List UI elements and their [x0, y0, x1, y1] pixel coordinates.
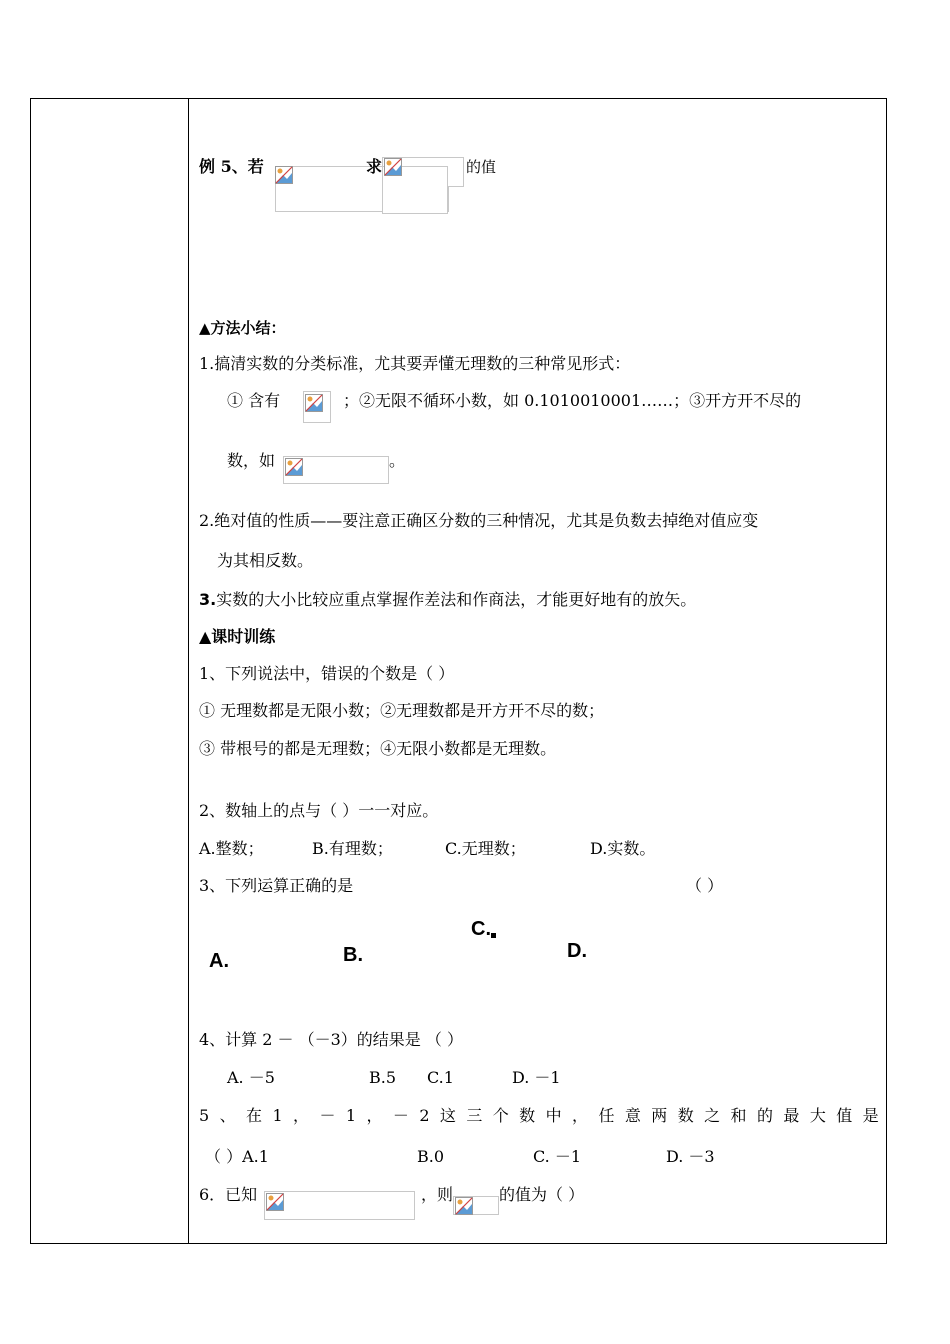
question-5-char: －: [319, 1106, 336, 1125]
question-2-option-d: D.实数。: [590, 839, 656, 858]
question-5-char: 1: [272, 1106, 283, 1125]
question-3-paren: （ ）: [686, 876, 724, 895]
question-5-option-b: B.0: [417, 1147, 445, 1166]
question-4: 4、计算 2 － （－3）的结果是 （ ）: [199, 1030, 463, 1049]
question-3-option-a: A.: [209, 950, 229, 972]
question-6-suffix: 的值为（ ）: [499, 1185, 585, 1204]
question-5-char: ，: [572, 1106, 589, 1125]
question-5-char: 任: [598, 1106, 615, 1125]
question-5-line1: [199, 1106, 879, 1126]
question-5-char: 大: [809, 1106, 826, 1125]
question-5-char: 1: [345, 1106, 357, 1125]
question-2: 2、数轴上的点与（ ）一一对应。: [199, 801, 439, 820]
question-3-option-d: D.: [567, 940, 587, 962]
question-4-option-c: C.1: [427, 1068, 454, 1087]
question-1-line2: ① 无理数都是无限小数；②无理数都是开方开不尽的数；: [199, 701, 605, 720]
summary-item-1: 1.搞清实数的分类标准，尤其要弄懂无理数的三种常见形式：: [199, 354, 631, 373]
question-5-char: 值: [836, 1106, 853, 1125]
example5-mid: 求: [366, 157, 383, 176]
practice-heading: ▲课时训练: [199, 627, 276, 646]
question-4-option-d: D. －1: [512, 1068, 561, 1087]
right-column-content: [199, 0, 889, 1344]
question-5-char: －: [392, 1106, 409, 1125]
question-5-char: 和: [730, 1106, 747, 1125]
question-5-option-c: C. －1: [533, 1147, 582, 1166]
question-4-option-b: B.5: [369, 1068, 397, 1087]
formula-image-placeholder: [264, 1191, 415, 1220]
question-5-char: 这: [439, 1106, 456, 1125]
question-1-line3: ③ 带根号的都是无理数；④无限小数都是无理数。: [199, 739, 557, 758]
summary-item-2-line2: 为其相反数。: [217, 551, 314, 570]
broken-image-icon: [285, 458, 303, 476]
question-1: 1、下列说法中，错误的个数是（ ）: [199, 664, 455, 683]
broken-image-icon: [275, 166, 293, 184]
broken-image-icon: [266, 1193, 284, 1211]
broken-image-icon: [384, 158, 402, 176]
summary-item-3: [199, 590, 696, 610]
question-5-char: 意: [624, 1106, 641, 1125]
question-5-char: 5: [199, 1106, 210, 1125]
question-5-option-d: D. －3: [666, 1147, 715, 1166]
question-5-char: 的: [756, 1106, 773, 1125]
question-5-char: 三: [466, 1106, 483, 1125]
summary-item-1-sub-c: 数，如: [227, 451, 276, 470]
question-5-char: ，: [293, 1106, 310, 1125]
question-6-prefix: 6．已知: [199, 1185, 258, 1204]
method-summary-heading: ▲方法小结：: [199, 319, 286, 337]
question-6-mid: ，则: [421, 1185, 454, 1204]
question-5-char: 是: [862, 1106, 879, 1125]
summary-item-3-number: 3.: [199, 590, 217, 609]
question-5-char: 两: [651, 1106, 668, 1125]
question-5-char: 个: [492, 1106, 509, 1125]
example5-prefix: 例 5、若: [199, 157, 264, 176]
broken-image-icon: [455, 1197, 473, 1215]
summary-item-1-sub-a: ① 含有: [227, 391, 281, 410]
table-column-divider: [188, 98, 189, 1244]
broken-image-icon: [305, 394, 323, 412]
question-3: 3、下列运算正确的是: [199, 876, 354, 895]
small-square-mark: [491, 933, 496, 938]
question-5-char: ，: [366, 1106, 383, 1125]
question-5-char: 、: [219, 1106, 236, 1125]
question-5-char: 数: [677, 1106, 694, 1125]
question-2-option-b: B.有理数；: [312, 839, 393, 858]
question-4-option-a: A. －5: [227, 1068, 275, 1087]
question-2-option-a: A.整数；: [199, 839, 264, 858]
question-5-char: 数: [519, 1106, 536, 1125]
summary-item-3-text: 实数的大小比较应重点掌握作差法和作商法，才能更好地有的放矢。: [216, 590, 697, 609]
example5-suffix: 的值: [466, 158, 497, 176]
question-5-line2: （ ）A.1: [205, 1147, 269, 1166]
question-3-option-b: B.: [343, 944, 363, 966]
summary-item-1-sub-c-end: 。: [389, 451, 406, 470]
question-2-option-c: C.无理数；: [445, 839, 526, 858]
question-5-char: 中: [545, 1106, 562, 1125]
question-5-char: 最: [783, 1106, 800, 1125]
summary-item-1-sub-b: ；②无限不循环小数，如 0.1010010001……；③开方开不尽的: [343, 391, 802, 410]
question-5-char: 之: [704, 1106, 721, 1125]
summary-item-2-line1: 2.绝对值的性质——要注意正确区分数的三种情况，尤其是负数去掉绝对值应变: [199, 511, 759, 530]
question-3-option-c: C.: [471, 918, 491, 940]
question-5-char: 在: [246, 1106, 263, 1125]
question-5-char: 2: [419, 1106, 430, 1125]
